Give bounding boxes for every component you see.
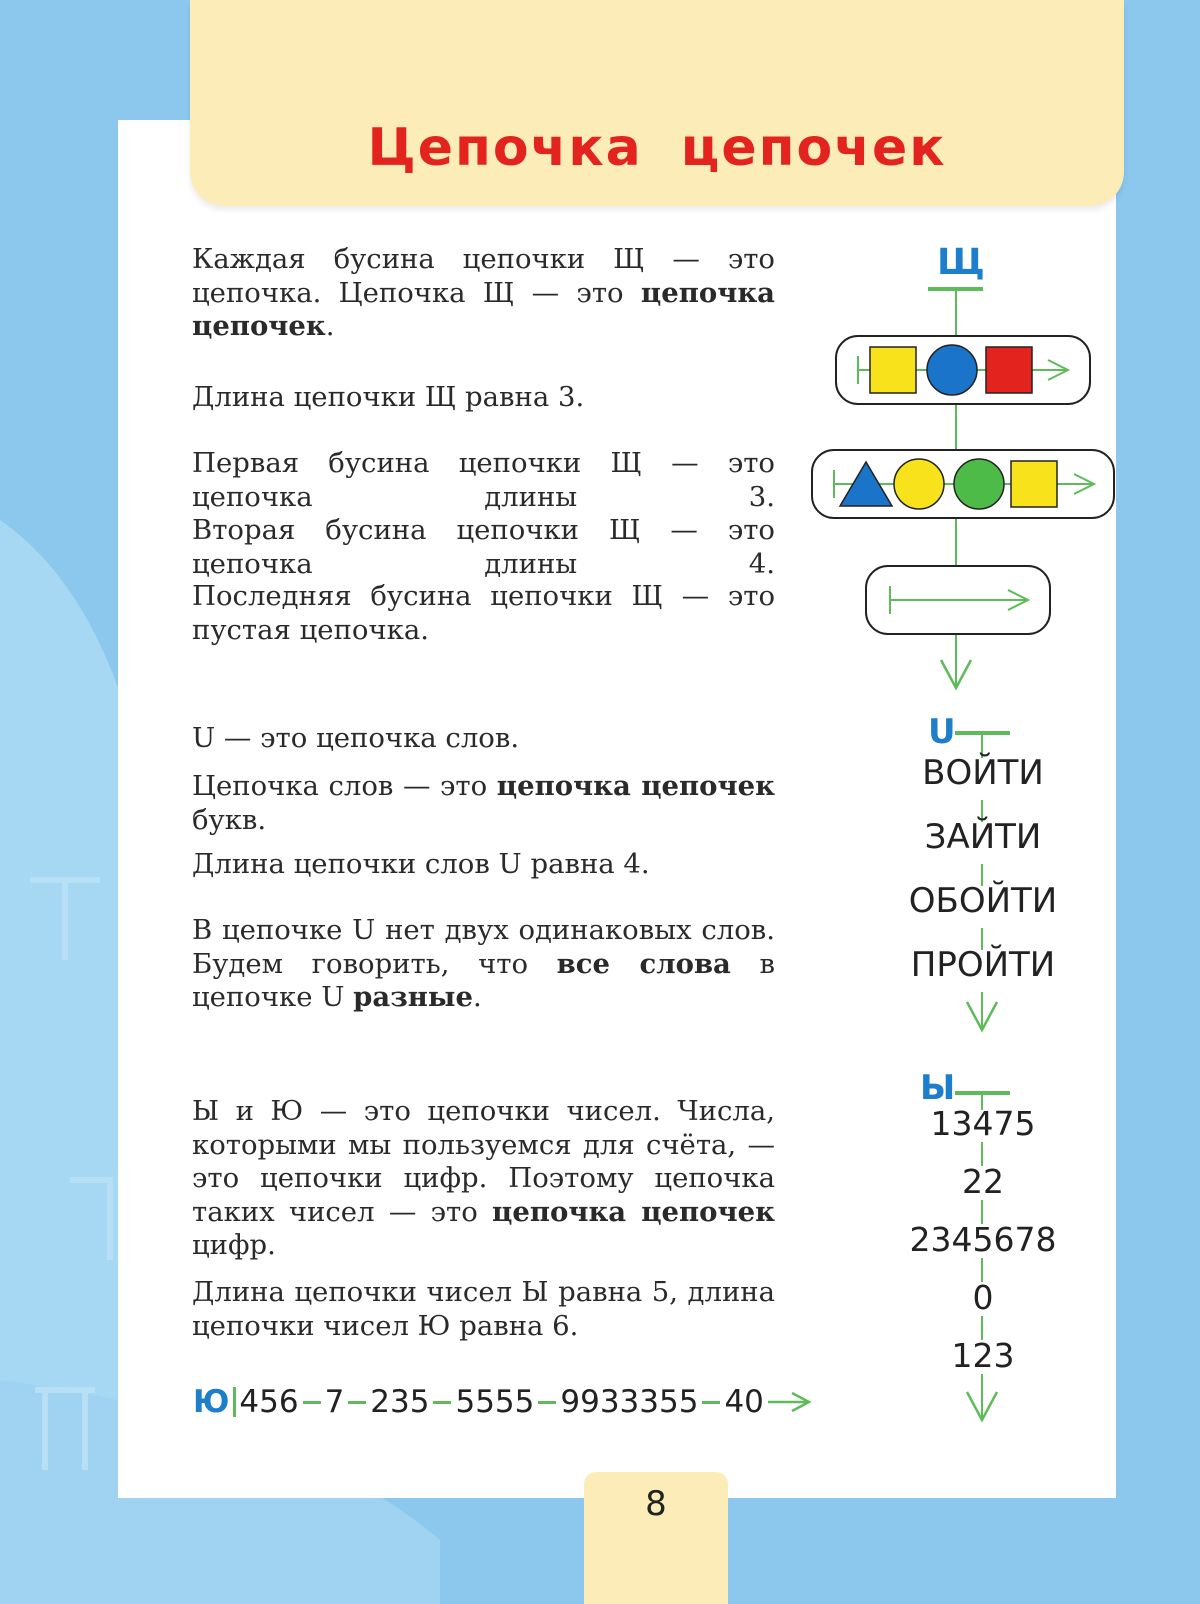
- bold-term: разные: [353, 981, 473, 1013]
- chain-yu: [193, 1380, 812, 1424]
- chain-link: [348, 1401, 366, 1404]
- chain-link: [303, 1401, 321, 1404]
- chain-label-shch: Щ: [937, 242, 985, 283]
- chain-link: [538, 1401, 556, 1404]
- chain-number: 9933355: [560, 1384, 699, 1420]
- chain-word: ВОЙТИ: [922, 753, 1044, 793]
- text-u-distinct: [192, 914, 775, 1015]
- chain-number: 0: [972, 1278, 994, 1317]
- chain-number: 5555: [455, 1384, 535, 1420]
- bold-term: цепочка цепочек: [492, 1195, 775, 1228]
- chain-word: ЗАЙТИ: [924, 817, 1042, 857]
- page-title: Цепочка цепочек: [367, 118, 947, 178]
- bold-term: цепочка цепочек: [496, 770, 776, 802]
- text-segment: букв.: [192, 803, 267, 836]
- text-segment: Каждая бусина цепочки Щ — это цепочка. Цепочка Щ — это: [192, 243, 775, 309]
- chain-link: [433, 1401, 451, 1404]
- text-shch-beads: [192, 243, 775, 344]
- chain-label-y: Ы: [920, 1068, 956, 1108]
- chain-number: 2345678: [909, 1220, 1057, 1259]
- text-shch-length: Длина цепочки Щ равна 3.: [192, 381, 585, 413]
- chain-number: 22: [962, 1162, 1004, 1201]
- page-number: 8: [645, 1484, 667, 1524]
- text-u-length: Длина цепочки слов U равна 4.: [192, 848, 650, 880]
- chain-number: 7: [324, 1384, 345, 1420]
- text-shch-second-bead: Вторая бусина цепочки Щ — это цепочка длины 4.: [192, 514, 775, 580]
- chain-end-arrow-icon: [768, 1390, 812, 1414]
- chain-number: 123: [951, 1336, 1015, 1375]
- text-shch-first-bead: Первая бусина цепочки Щ — это цепочка длины 3.: [192, 447, 775, 513]
- bold-term: цепочка цепочек: [192, 276, 775, 342]
- chain-number: 13475: [930, 1104, 1036, 1143]
- text-segment: цифр.: [192, 1229, 276, 1261]
- text-word-chain: [192, 770, 775, 837]
- text-u-definition: U — это цепочка слов.: [192, 722, 520, 754]
- text-shch-last-bead: Последняя бусина цепочки Щ — это пустая цепочка.: [192, 580, 775, 646]
- text-number-chains: [192, 1095, 775, 1263]
- chain-number: 235: [370, 1384, 430, 1420]
- text-segment: В цепочке U нет двух одинаковых слов. Будем говорить, что: [192, 914, 775, 980]
- chain-number: 40: [724, 1384, 764, 1420]
- text-segment: Цепочка слов — это: [192, 770, 497, 802]
- text-segment: .: [472, 981, 482, 1013]
- chain-label-yu: Ю: [193, 1384, 230, 1420]
- text-segment: в цепочке U: [192, 947, 775, 1013]
- page-number-tab: [584, 1472, 728, 1604]
- text-segment: .: [325, 310, 335, 342]
- chain-start-bar: [233, 1387, 236, 1417]
- title-banner: [190, 0, 1124, 206]
- bold-term: все слова: [556, 947, 731, 980]
- chain-link: [702, 1401, 720, 1404]
- text-segment: Ы и Ю — это цепочки чисел. Числа, которыми мы пользуемся для счёта, — это цепочки цифр. Поэтому цепочка таких чисел — это: [192, 1095, 775, 1228]
- chain-number: 456: [239, 1384, 299, 1420]
- chain-word: ОБОЙТИ: [908, 881, 1058, 921]
- chain-label-u: U: [928, 712, 956, 752]
- text-number-lengths: Длина цепочки чисел Ы равна 5, длина цепочки чисел Ю равна 6.: [192, 1276, 775, 1342]
- chain-word: ПРОЙТИ: [910, 945, 1056, 985]
